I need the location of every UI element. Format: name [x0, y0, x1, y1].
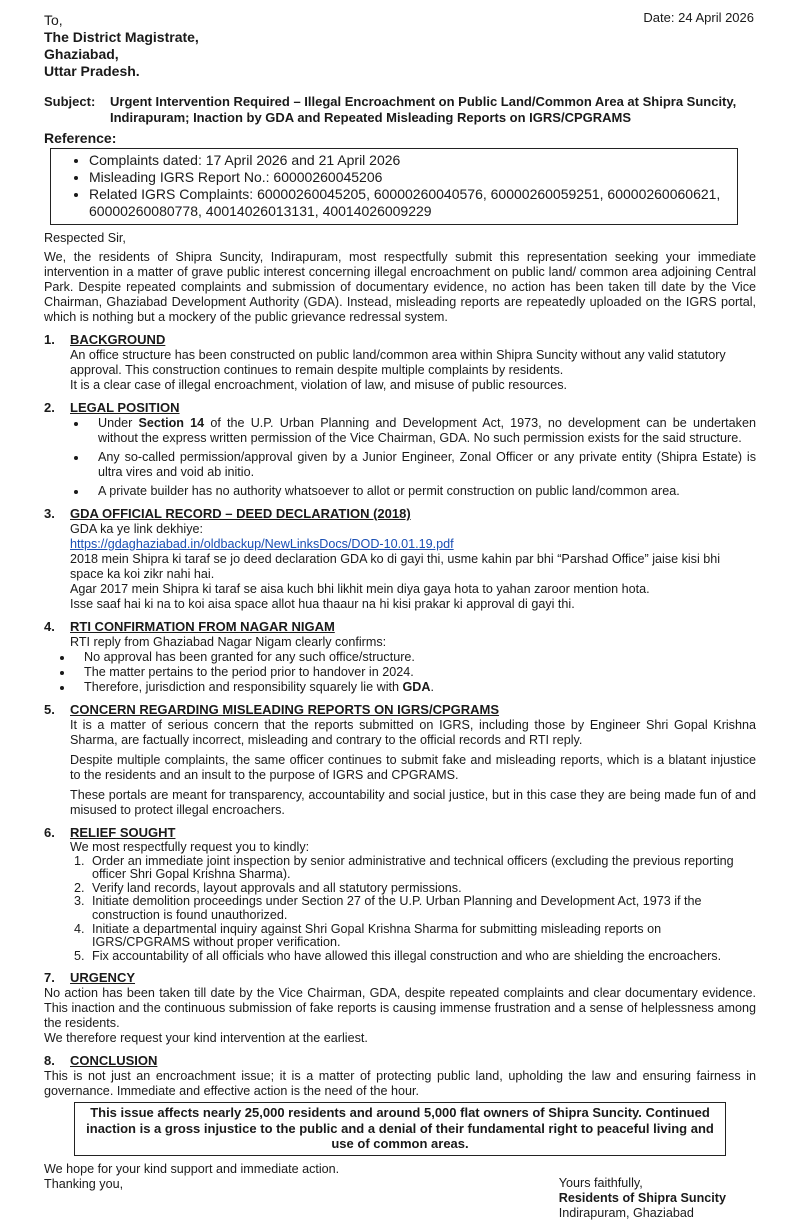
section-title: CONCLUSION: [70, 1053, 158, 1069]
section-number: 3.: [44, 506, 55, 521]
reference-item: • Misleading IGRS Report No.: 60000260045206: [89, 169, 729, 186]
paragraph: This is not just an encroachment issue; it is a matter of protecting public land, upholding the law and ensuring fairness in governance. Immediate and effective action is the need of the hour.: [44, 1069, 756, 1099]
section-number: 2.: [44, 400, 55, 415]
paragraph: RTI reply from Ghaziabad Nagar Nigam clearly confirms:: [70, 635, 387, 649]
signature-line: Yours faithfully,: [558, 1175, 643, 1190]
paragraph: We most respectfully request you to kindly:: [70, 840, 310, 854]
salutation: Respected Sir,: [44, 231, 126, 245]
relief-item: 2. Verify land records, layout approvals and all statutory permissions.: [88, 882, 756, 896]
bullet-item: • The matter pertains to the period prior to handover in 2024.: [74, 665, 756, 680]
relief-item: 3. Initiate demolition proceedings under Section 27 of the U.P. Urban Planning and Development Act, 1973 if the construction is found unauthorized.: [88, 895, 756, 922]
section-number: 8.: [44, 1053, 55, 1069]
paragraph: It is a matter of serious concern that the reports submitted on IGRS, including those by Engineer Shri Gopal Krishna Sharma, are factually incorrect, misleading and contrary to the official records and RTI reply.: [70, 718, 756, 747]
reference-item: • Related IGRS Complaints: 60000260045205, 60000260040576, 60000260059251, 60000260060621, 60000260080778, 40014026013131, 40014026009229: [89, 186, 729, 220]
addressee-line: The District Magistrate,: [44, 29, 199, 45]
section-heading: [44, 400, 756, 416]
bullet-item: • Therefore, jurisdiction and responsibility squarely lie with GDA.: [74, 680, 756, 695]
signature-block: [559, 1176, 726, 1221]
section-title: CONCERN REGARDING MISLEADING REPORTS ON IGRS/CPGRAMS: [70, 702, 500, 717]
section-gda-record: [44, 506, 756, 612]
section-conclusion: [44, 1053, 756, 1099]
addressee-line: Ghaziabad,: [44, 46, 119, 62]
subject-label: Subject:: [44, 94, 96, 109]
subject-text: Urgent Intervention Required – Illegal Encroachment on Public Land/Common Area at Shipra Suncity, Indirapuram; Inaction by GDA and Repeated Misleading Reports on IGRS/CPGRAMS: [110, 94, 737, 125]
addressee-line: Uttar Pradesh.: [44, 63, 140, 79]
addressee-block: [44, 29, 756, 80]
closing-block: [44, 1162, 756, 1221]
section-heading: [44, 825, 756, 841]
section-heading: [44, 332, 756, 348]
section-heading: [44, 702, 756, 718]
paragraph: We therefore request your kind intervention at the earliest.: [44, 1031, 368, 1046]
reference-heading: Reference:: [44, 130, 117, 146]
letter-date: Date: 24 April 2026: [643, 10, 754, 25]
signature-name: Residents of Shipra Suncity: [558, 1190, 726, 1205]
section-title: URGENCY: [70, 970, 136, 986]
closing-left: [44, 1162, 339, 1221]
subject-line: [44, 94, 756, 126]
paragraph: These portals are meant for transparency, accountability and social justice, but in this case they are being made fun of and misused to protect illegal encroachers.: [70, 788, 756, 817]
section-number: 1.: [44, 332, 55, 347]
relief-item: 4. Initiate a departmental inquiry against Shri Gopal Krishna Sharma for submitting misleading reports on IGRS/CPGRAMS without proper verification.: [88, 923, 756, 950]
section-background: [44, 332, 756, 393]
section-title: LEGAL POSITION: [70, 400, 180, 415]
intro-paragraph: We, the residents of Shipra Suncity, Indirapuram, most respectfully submit this representation seeking your immediate intervention in a matter of grave public interest concerning illegal encroachment on public land/ common area adjoining Central Park. Despite repeated complaints and submission of documentary evidence, no action has been taken till date by the Vice Chairman, Ghaziabad Development Authority (GDA). Instead, misleading reports are repeatedly uploaded on the IGRS portal, which is nothing but a mockery of the public grievance redressal system.: [44, 250, 756, 324]
section-rti-confirmation: [44, 619, 756, 695]
to-label: To,: [44, 12, 63, 28]
section-number: 4.: [44, 619, 55, 634]
closing-line: We hope for your kind support and immediate action.: [44, 1161, 340, 1176]
section-title: GDA OFFICIAL RECORD – DEED DECLARATION (2018): [70, 506, 411, 521]
section-heading: [44, 619, 756, 635]
section-number: 5.: [44, 702, 55, 717]
paragraph: It is a clear case of illegal encroachment, violation of law, and misuse of public resources.: [70, 378, 568, 392]
paragraph: An office structure has been constructed on public land/common area within Shipra Suncity without any valid statutory approval. This construction continues to remain despite multiple complaints by residents.: [70, 348, 726, 377]
paragraph: Isse saaf hai ki na to koi aisa space allot hua thaaur na hi kisi prakar ki approval di gayi thi.: [70, 597, 575, 611]
paragraph: No action has been taken till date by the Vice Chairman, GDA, despite repeated complaints and clear documentary evidence. This inaction and the continuous submission of fake reports is causing immense frustration and a sense of helplessness among the residents.: [44, 986, 756, 1031]
gda-bold: GDA: [402, 680, 431, 694]
paragraph: Agar 2017 mein Shipra ki taraf se aisa kuch bhi likhit mein diya gaya hota to yahan zaroor mention hota.: [70, 582, 650, 596]
reference-box: [50, 148, 738, 225]
paragraph: Despite multiple complaints, the same officer continues to submit fake and misleading reports, which is a blatant injustice to the residents and an insult to the purpose of IGRS and CPGRAMS.: [70, 753, 756, 782]
section-heading: [44, 1053, 756, 1069]
section-relief-sought: [44, 825, 756, 963]
section-14-bold: Section 14: [138, 416, 205, 430]
section-misleading-reports: [44, 702, 756, 818]
bullet-item: • A private builder has no authority whatsoever to allot or permit construction on public land/common area.: [88, 484, 756, 499]
bullet-item: • Any so-called permission/approval given by a Junior Engineer, Zonal Officer or any private entity (Shipra Estate) is ultra vires and void ab initio.: [88, 450, 756, 480]
impact-callout-box: This issue affects nearly 25,000 residents and around 5,000 flat owners of Shipra Suncity. Continued inaction is a gross injustice to the public and a denial of their fundamental right to peaceful living and use of common areas.: [74, 1102, 726, 1156]
paragraph: 2018 mein Shipra ki taraf se jo deed declaration GDA ko di gayi thi, usme kahin par bhi “Parshad Office” jaise kisi bhi space ka koi zikr nahi hai.: [70, 552, 721, 581]
paragraph: GDA ka ye link dekhiye:: [70, 522, 203, 536]
signature-line: Indirapuram, Ghaziabad: [558, 1205, 694, 1220]
bullet-item: • Under Section 14 of the U.P. Urban Planning and Development Act, 1973, no development can be undertaken without the express written permission of the Vice Chairman, GDA. No such permission exists for the said structure.: [88, 416, 756, 446]
section-number: 6.: [44, 825, 55, 840]
bullet-item: • No approval has been granted for any such office/structure.: [74, 650, 756, 665]
relief-item: 1. Order an immediate joint inspection by senior administrative and technical officers (excluding the previous reporting officer Shri Gopal Krishna Sharma).: [88, 855, 756, 882]
section-title: RELIEF SOUGHT: [70, 825, 176, 840]
gda-deed-link[interactable]: https://gdaghaziabad.in/oldbackup/NewLinksDocs/DOD-10.01.19.pdf: [70, 537, 454, 551]
section-heading: [44, 506, 756, 522]
reference-item: • Complaints dated: 17 April 2026 and 21 April 2026: [89, 152, 729, 169]
section-title: RTI CONFIRMATION FROM NAGAR NIGAM: [70, 619, 335, 634]
section-number: 7.: [44, 970, 55, 986]
section-urgency: [44, 970, 756, 1046]
section-legal-position: [44, 400, 756, 499]
closing-line: Thanking you,: [44, 1176, 124, 1191]
section-title: BACKGROUND: [70, 332, 166, 347]
section-heading: [44, 970, 756, 986]
relief-item: 5. Fix accountability of all officials who have allowed this illegal construction and who are shielding the encroachers.: [88, 950, 756, 964]
